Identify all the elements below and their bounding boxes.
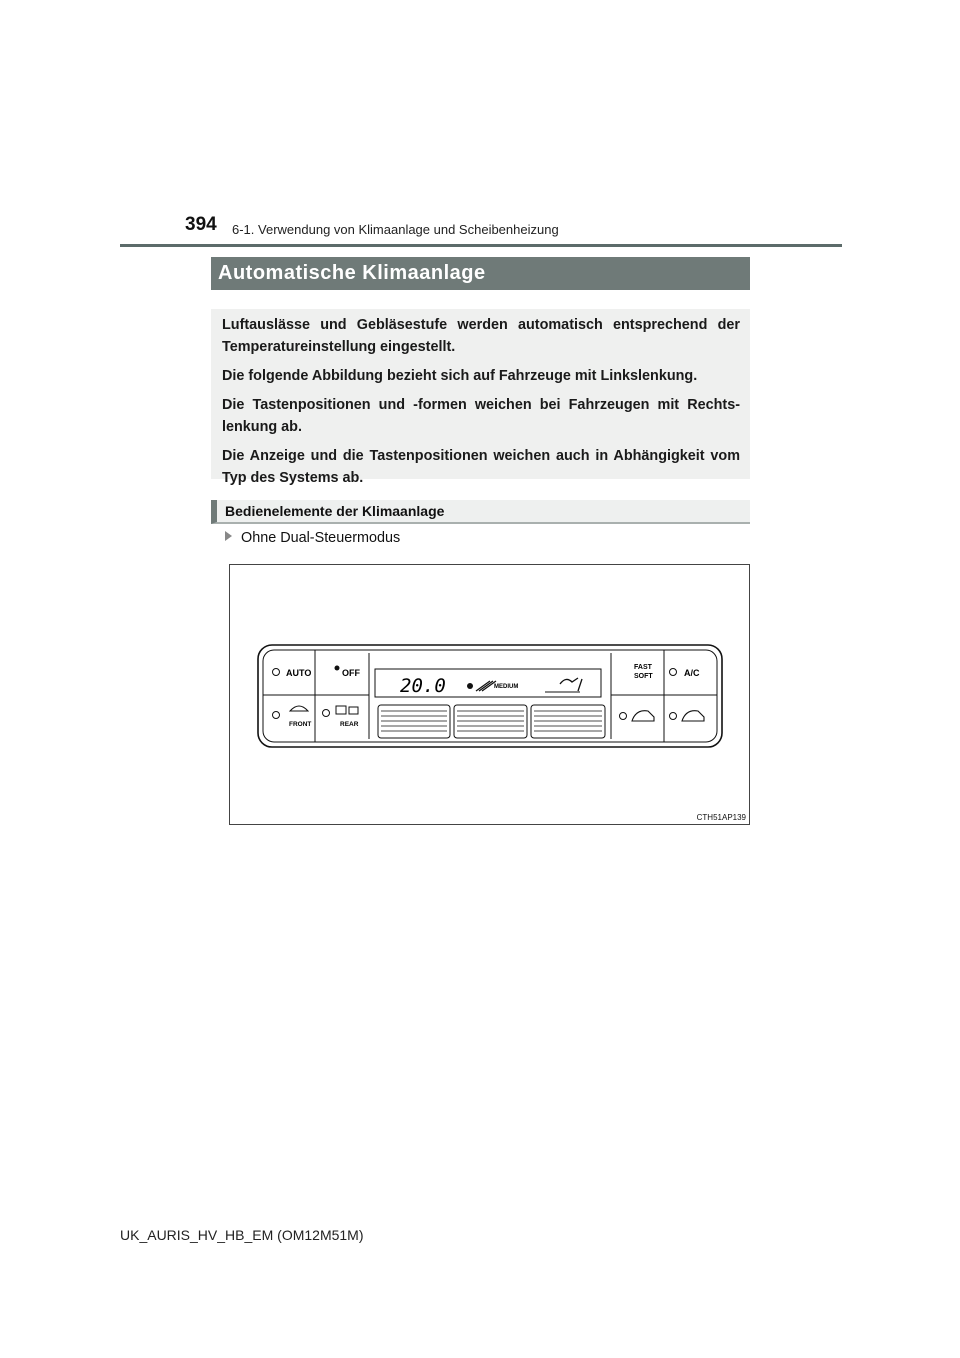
temperature-readout: 20.0	[400, 675, 446, 697]
intro-paragraph: Die folgende Abbildung bezieht sich auf Fahrzeuge mit Linkslenkung.	[222, 368, 698, 384]
recirculation-icon	[682, 711, 704, 721]
climate-control-figure	[229, 564, 750, 825]
rear-defogger-button[interactable]	[323, 706, 359, 728]
soft-label: SOFT	[634, 673, 653, 680]
intro-paragraph: Die Tastenpositionen und -formen weichen bei Fahrzeugen mit Rechts-lenkung ab.	[222, 397, 740, 435]
triangle-bullet-icon	[225, 531, 232, 541]
intro-paragraph: Luftauslässe und Gebläsestufe werden automatisch entsprechend der Temperatureinstellung eingestellt.	[222, 317, 740, 355]
bullet-item	[225, 530, 400, 546]
air-vents	[378, 705, 605, 738]
auto-button[interactable]	[273, 668, 312, 678]
ac-label: A/C	[684, 668, 700, 678]
intro-paragraph: Die Anzeige und die Tastenpositionen weichen auch in Abhängigkeit vom Typ des Systems ab.	[222, 448, 740, 486]
section-title: 6-1. Verwendung von Klimaanlage und Scheibenheizung	[232, 222, 559, 237]
off-label: OFF	[342, 668, 360, 678]
intro-box	[211, 309, 750, 486]
figure-code: CTH51AP139	[696, 813, 746, 822]
chapter-title: Automatische Klimaanlage	[211, 257, 750, 290]
header-rule	[120, 244, 842, 247]
subheading: Bedienelemente der Klimaanlage	[211, 500, 750, 524]
outside-air-icon	[632, 711, 654, 721]
ac-button[interactable]	[670, 668, 701, 678]
fan-off-button[interactable]	[335, 666, 361, 679]
front-label: FRONT	[289, 721, 312, 728]
climate-panel-illustration	[230, 565, 749, 824]
climate-display	[375, 669, 601, 697]
airflow-mode-icon	[560, 678, 582, 691]
fan-level-bars	[476, 681, 496, 691]
recirculation-button[interactable]	[670, 711, 705, 721]
page-number: 394	[185, 214, 217, 235]
footer-doc-code: UK_AURIS_HV_HB_EM (OM12M51M)	[120, 1227, 364, 1243]
auto-label: AUTO	[286, 668, 312, 678]
mirror-heater-icon	[349, 707, 358, 714]
bullet-text: Ohne Dual-Steuermodus	[241, 530, 401, 546]
rear-defogger-icon	[336, 706, 346, 714]
fan-speed-icon	[467, 683, 473, 689]
fan-icon	[335, 666, 340, 671]
front-defogger-button[interactable]	[273, 706, 312, 728]
fan-mode-label: MEDIUM	[494, 684, 519, 690]
fast-soft-button[interactable]	[634, 664, 653, 680]
outside-air-button[interactable]	[620, 711, 655, 721]
front-defogger-icon	[290, 706, 308, 711]
fast-label: FAST	[634, 664, 652, 671]
rear-label: REAR	[340, 721, 359, 728]
